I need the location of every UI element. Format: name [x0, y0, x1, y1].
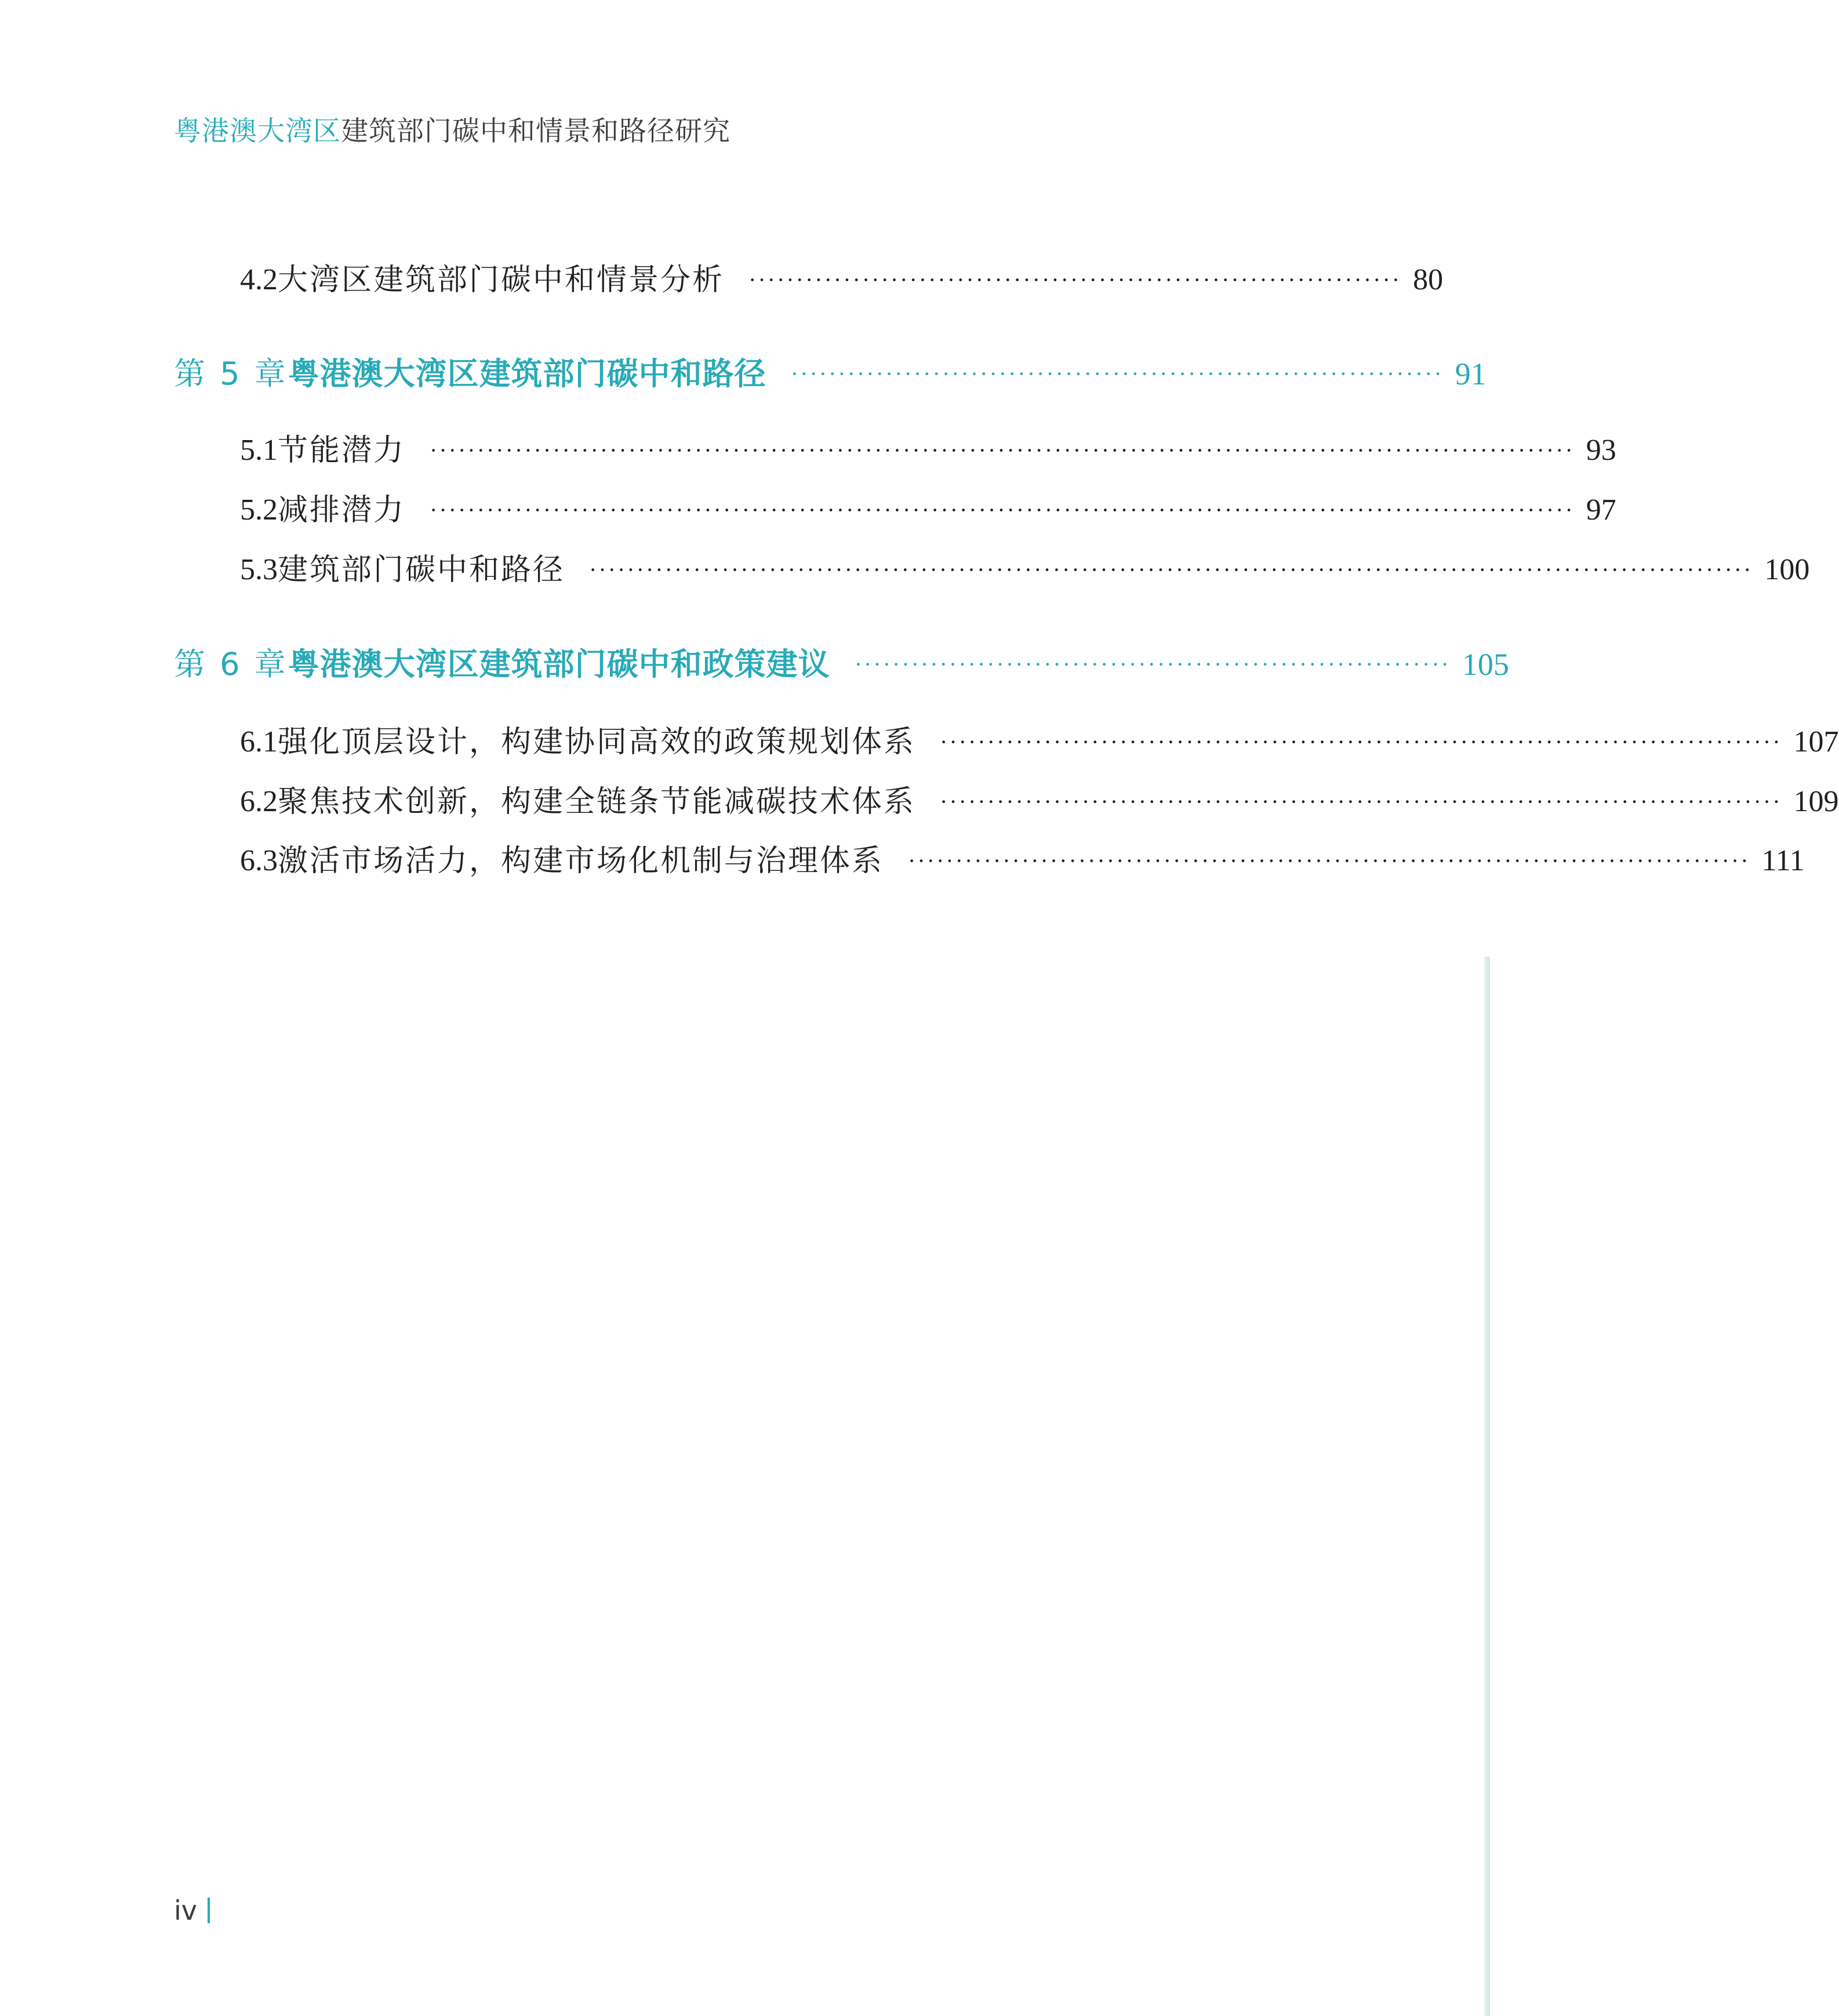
toc-entry-number: 4.2: [240, 263, 278, 296]
toc-entry-title: 减排潜力: [278, 493, 406, 528]
toc-entry-page: 100: [1764, 553, 1810, 586]
toc-chapter-6[interactable]: [174, 642, 1509, 686]
toc-entry-5-1[interactable]: [240, 430, 1616, 471]
toc-entry-5-2[interactable]: [240, 490, 1616, 531]
toc-entry-title: 激活市场活力，构建市场化机制与治理体系: [278, 844, 884, 878]
toc-chapter-page: 105: [1462, 647, 1509, 682]
page-number: iv: [174, 1895, 198, 1926]
toc-chapter-5[interactable]: [174, 352, 1487, 396]
toc-entry-number: 5.1: [240, 434, 278, 467]
toc-entry-page: 107: [1793, 725, 1839, 758]
toc-entry-leader: ·························································································: [908, 848, 1750, 874]
toc-chapter-number: 第 5 章: [174, 355, 288, 392]
toc-entry-4-2[interactable]: [240, 260, 1444, 300]
toc-entry-page: 109: [1793, 785, 1839, 818]
toc-entry-page: 93: [1586, 434, 1616, 467]
toc-entry-leader: ·························································································································: [430, 437, 1575, 463]
header-title-text: 建筑部门碳中和情景和路径研究: [341, 115, 730, 147]
toc-entry-leader: ·························································································: [940, 789, 1782, 815]
toc-chapter-leader: ·····································································: [790, 361, 1444, 387]
toc-entry-leader: ·························································································································: [430, 497, 1575, 523]
toc-entry-page: 80: [1413, 263, 1444, 296]
footer-accent-bar: [208, 1898, 210, 1923]
toc-entry-number: 6.1: [240, 725, 278, 758]
toc-entry-page: 111: [1761, 844, 1805, 877]
toc-chapter-number: 第 6 章: [174, 646, 288, 682]
page-footer: [174, 1893, 210, 1928]
toc-entry-leader: ·························································································: [940, 729, 1782, 755]
header-accent-text: 粤港澳大湾区: [174, 115, 341, 147]
toc-entry-title: 节能潜力: [278, 433, 406, 468]
toc-entry-page: 97: [1586, 493, 1616, 526]
toc-entry-number: 5.3: [240, 553, 278, 586]
running-header: [174, 113, 730, 150]
toc-entry-number: 6.2: [240, 785, 278, 818]
toc-entry-number: 6.3: [240, 844, 278, 877]
toc-entry-6-3[interactable]: [240, 841, 1805, 881]
page-edge-shading: [1484, 957, 1490, 2016]
toc-chapter-title: 粤港澳大湾区建筑部门碳中和路径: [288, 355, 766, 392]
toc-entry-title: 大湾区建筑部门碳中和情景分析: [278, 263, 725, 297]
toc-entry-title: 强化顶层设计，构建协同高效的政策规划体系: [278, 725, 916, 760]
toc-entry-title: 聚焦技术创新，构建全链条节能减碳技术体系: [278, 784, 916, 819]
toc-chapter-page: 91: [1455, 357, 1487, 391]
toc-entry-6-2[interactable]: [240, 782, 1839, 822]
toc-chapter-leader: ·······························································: [854, 651, 1451, 677]
toc-entry-leader: ·····································································: [748, 267, 1402, 293]
toc-entry-5-3[interactable]: [240, 550, 1810, 590]
toc-entry-6-1[interactable]: [240, 722, 1839, 762]
toc-entry-title: 建筑部门碳中和路径: [278, 553, 565, 587]
toc-entry-leader: ···························································································································: [589, 557, 1753, 583]
toc-entry-number: 5.2: [240, 493, 278, 526]
toc-chapter-title: 粤港澳大湾区建筑部门碳中和政策建议: [288, 646, 830, 682]
